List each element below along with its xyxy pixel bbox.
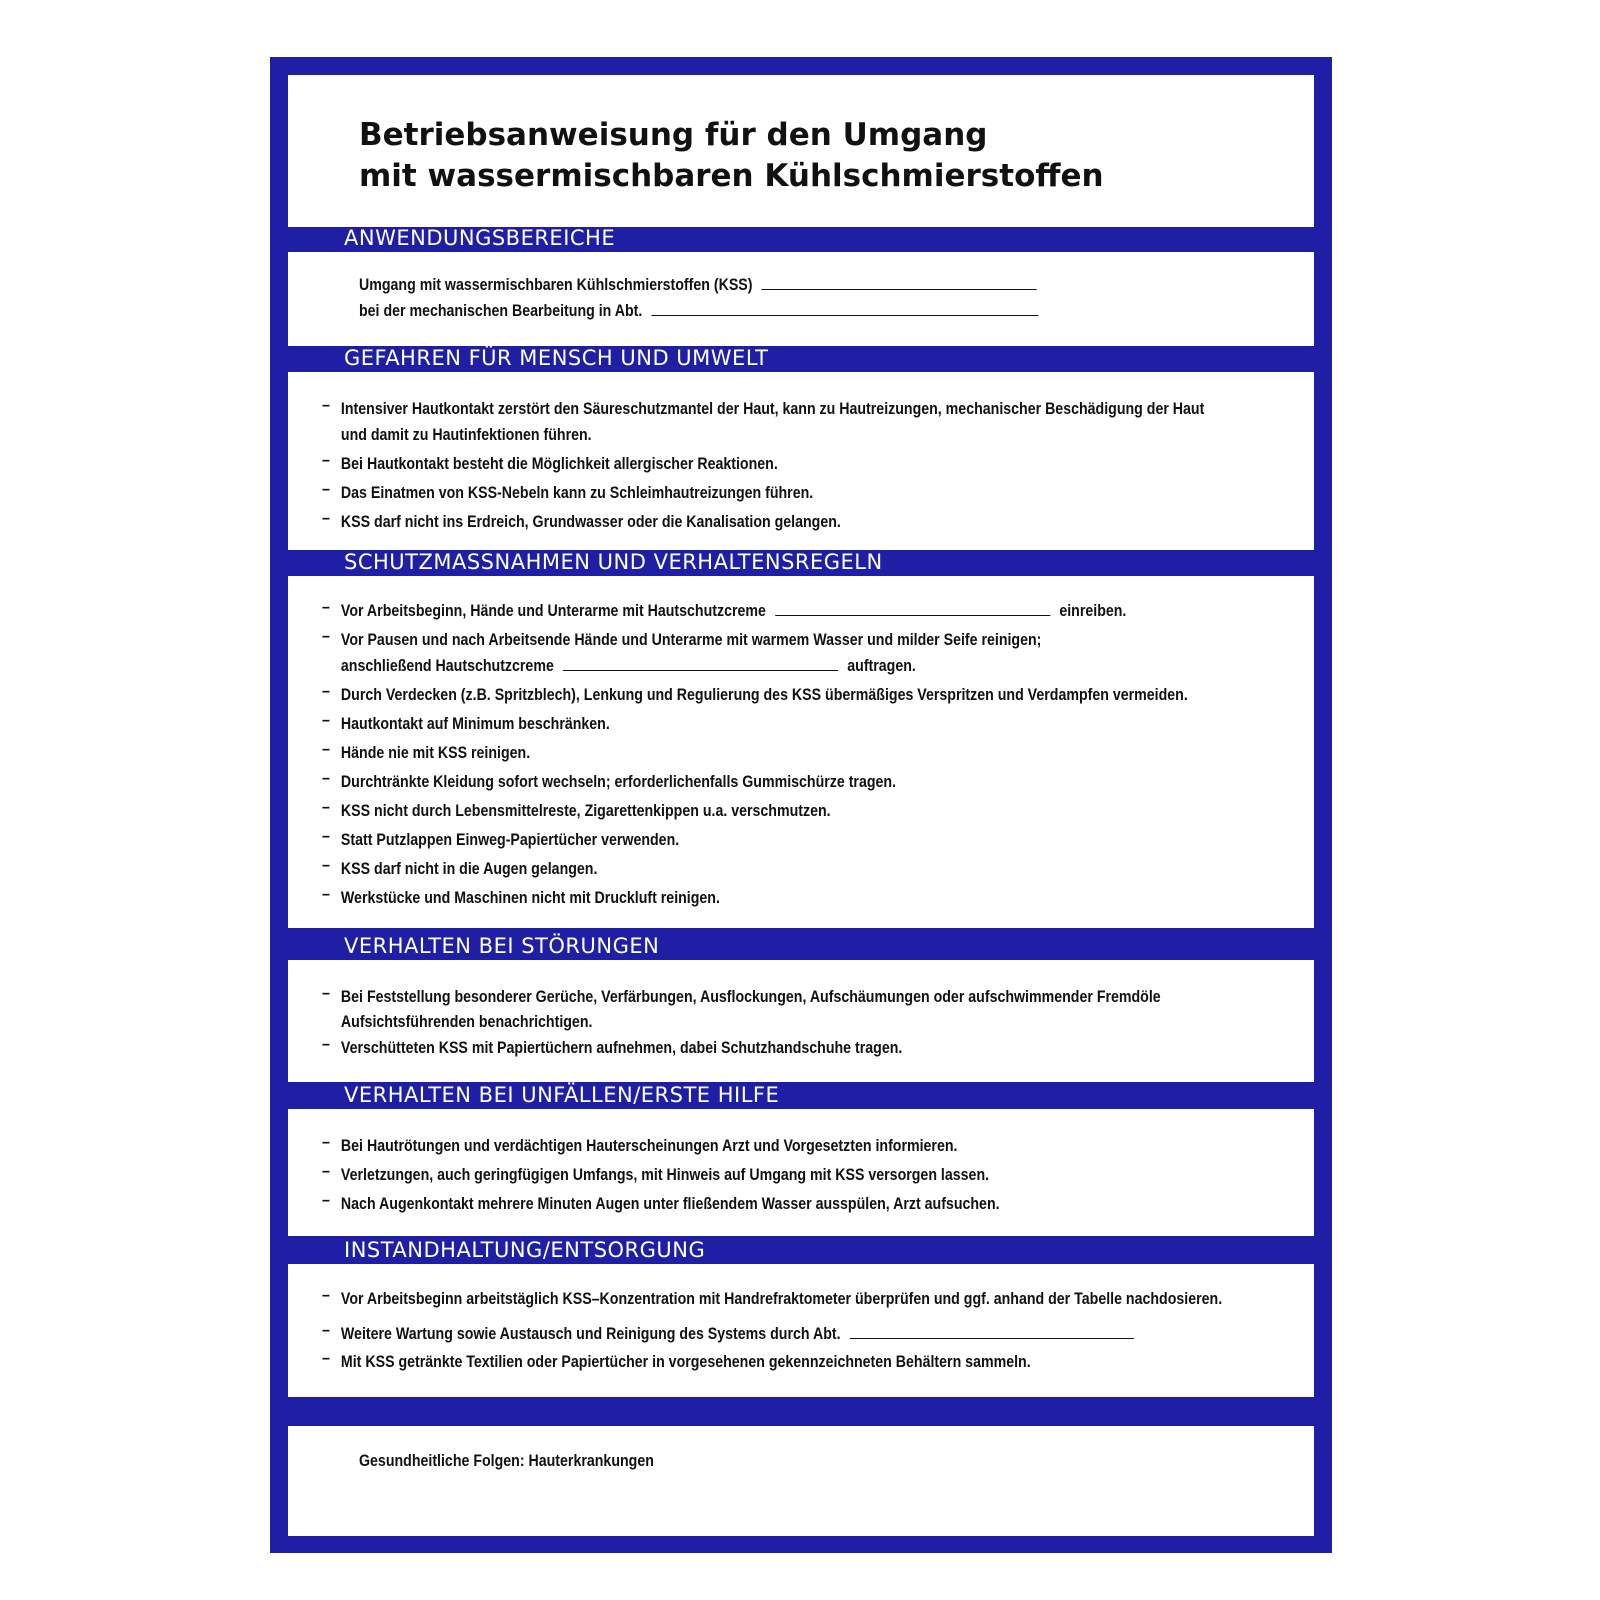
list-item: Werkstücke und Maschinen nicht mit Druckluft reinigen.: [340, 889, 720, 907]
list-item: [341, 1321, 1134, 1347]
panel-unfaelle: [288, 1109, 1314, 1236]
blank-field[interactable]: [651, 301, 1038, 316]
section-heading-unfaelle: VERHALTEN BEI UNFÄLLEN/ERSTE HILFE: [344, 1083, 780, 1107]
section-heading-instandhaltung: INSTANDHALTUNG/ENTSORGUNG: [344, 1238, 706, 1262]
gesundheitliche-folgen-text: Gesundheitliche Folgen: Hauterkrankungen: [359, 1452, 654, 1470]
list-item: KSS darf nicht in die Augen gelangen.: [340, 860, 598, 878]
list-item: Mit KSS getränkte Textilien oder Papiertücher in vorgesehenen gekennzeichneten Behältern sammeln.: [340, 1353, 1031, 1371]
list-item: Bei Hautkontakt besteht die Möglichkeit allergischer Reaktionen.: [340, 455, 778, 473]
bullet-dash: –: [322, 769, 330, 787]
bullet-dash: –: [322, 856, 330, 874]
bullet-dash: –: [322, 1286, 330, 1304]
blank-field[interactable]: [563, 656, 838, 671]
bullet-dash: –: [322, 740, 330, 758]
schutz-item-2-end: auftragen.: [847, 657, 916, 675]
list-item: Durch Verdecken (z.B. Spritzblech), Lenkung und Regulierung des KSS übermäßiges Verspritzen und Verdampfen vermeiden.: [340, 686, 1188, 704]
list-item: Vor Pausen und nach Arbeitsende Hände und Unterarme mit warmem Wasser und milder Seife reinigen;: [340, 631, 1042, 649]
bullet-dash: –: [322, 984, 330, 1002]
list-item: Durchtränkte Kleidung sofort wechseln; erforderlichenfalls Gummischürze tragen.: [340, 773, 897, 791]
section-heading-gefahren: GEFAHREN FÜR MENSCH UND UMWELT: [344, 346, 769, 370]
panel-gefahren: [288, 372, 1314, 550]
list-item: KSS darf nicht ins Erdreich, Grundwasser oder die Kanalisation gelangen.: [340, 513, 841, 531]
panel-schutzmassnahmen: [288, 576, 1314, 928]
title-panel: [288, 75, 1314, 227]
list-item: Verletzungen, auch geringfügigen Umfangs, mit Hinweis auf Umgang mit KSS versorgen lassen.: [340, 1166, 990, 1184]
list-item: Hautkontakt auf Minimum beschränken.: [340, 715, 610, 733]
blank-field[interactable]: [850, 1324, 1134, 1339]
section-heading-schutzmassnahmen: SCHUTZMASSNAHMEN UND VERHALTENSREGELN: [344, 550, 883, 574]
bullet-dash: –: [322, 1321, 330, 1339]
list-item: [341, 598, 1126, 624]
bullet-dash: –: [322, 451, 330, 469]
schutz-item-2-text: anschließend Hautschutzcreme: [340, 657, 554, 675]
bullet-dash: –: [322, 885, 330, 903]
blank-field[interactable]: [762, 275, 1037, 290]
bullet-dash: –: [322, 711, 330, 729]
list-item: Das Einatmen von KSS-Nebeln kann zu Schleimhautreizungen führen.: [340, 484, 814, 502]
title-line-2: mit wassermischbaren Kühlschmierstoffen: [359, 158, 1104, 194]
panel-stoerungen: [288, 960, 1314, 1082]
bullet-dash: –: [322, 509, 330, 527]
schutz-item-1-end: einreiben.: [1059, 602, 1127, 620]
bullet-dash: –: [322, 1035, 330, 1053]
bullet-dash: –: [322, 827, 330, 845]
list-item: [341, 653, 916, 679]
list-item: Aufsichtsführenden benachrichtigen.: [340, 1013, 593, 1031]
bullet-dash: –: [322, 682, 330, 700]
list-item: Bei Hautrötungen und verdächtigen Hauterscheinungen Arzt und Vorgesetzten informieren.: [340, 1137, 958, 1155]
bullet-dash: –: [322, 598, 330, 616]
section-heading-anwendungsbereiche: ANWENDUNGSBEREICHE: [344, 226, 616, 250]
list-item: Nach Augenkontakt mehrere Minuten Augen unter fließendem Wasser ausspülen, Arzt aufsuchen.: [340, 1195, 1000, 1213]
anwendung-line-2-text: bei der mechanischen Bearbeitung in Abt.: [359, 302, 643, 320]
bullet-dash: –: [322, 1162, 330, 1180]
instruction-sheet: [270, 57, 1332, 1553]
page-title: [359, 115, 1259, 197]
bullet-dash: –: [322, 1191, 330, 1209]
bullet-dash: –: [322, 396, 330, 414]
bullet-dash: –: [322, 1133, 330, 1151]
list-item: KSS nicht durch Lebensmittelreste, Zigarettenkippen u.a. verschmutzen.: [340, 802, 831, 820]
anwendung-line-1: [359, 275, 1037, 295]
section-heading-stoerungen: VERHALTEN BEI STÖRUNGEN: [344, 934, 660, 958]
list-item: Vor Arbeitsbeginn arbeitstäglich KSS–Konzentration mit Handrefraktometer überprüfen und ggf. anhand der Tabelle nachdosieren.: [340, 1290, 1223, 1308]
panel-anwendungsbereiche: [288, 252, 1314, 346]
list-item: und damit zu Hautinfektionen führen.: [340, 426, 592, 444]
list-item: Bei Feststellung besonderer Gerüche, Verfärbungen, Ausflockungen, Aufschäumungen oder aufschwimmender Fremdöle: [340, 988, 1161, 1006]
list-item: Verschütteten KSS mit Papiertüchern aufnehmen, dabei Schutzhandschuhe tragen.: [340, 1039, 903, 1057]
bullet-dash: –: [322, 1349, 330, 1367]
schutz-item-1-text: Vor Arbeitsbeginn, Hände und Unterarme mit Hautschutzcreme: [340, 602, 766, 620]
panel-instandhaltung: [288, 1264, 1314, 1397]
anwendung-line-2: [359, 301, 1038, 321]
list-item: Intensiver Hautkontakt zerstört den Säureschutzmantel der Haut, kann zu Hautreizungen, mechanischer Beschädigung der Haut: [340, 400, 1205, 418]
instandhaltung-item-2-text: Weitere Wartung sowie Austausch und Reinigung des Systems durch Abt.: [340, 1325, 841, 1343]
blank-field[interactable]: [775, 601, 1050, 616]
title-line-1: Betriebsanweisung für den Umgang: [359, 117, 988, 153]
bullet-dash: –: [322, 798, 330, 816]
list-item: Hände nie mit KSS reinigen.: [340, 744, 531, 762]
bullet-dash: –: [322, 627, 330, 645]
panel-gesundheitliche-folgen: [288, 1426, 1314, 1536]
bullet-dash: –: [322, 480, 330, 498]
anwendung-line-1-text: Umgang mit wassermischbaren Kühlschmierstoffen (KSS): [359, 276, 753, 294]
list-item: Statt Putzlappen Einweg-Papiertücher verwenden.: [340, 831, 680, 849]
